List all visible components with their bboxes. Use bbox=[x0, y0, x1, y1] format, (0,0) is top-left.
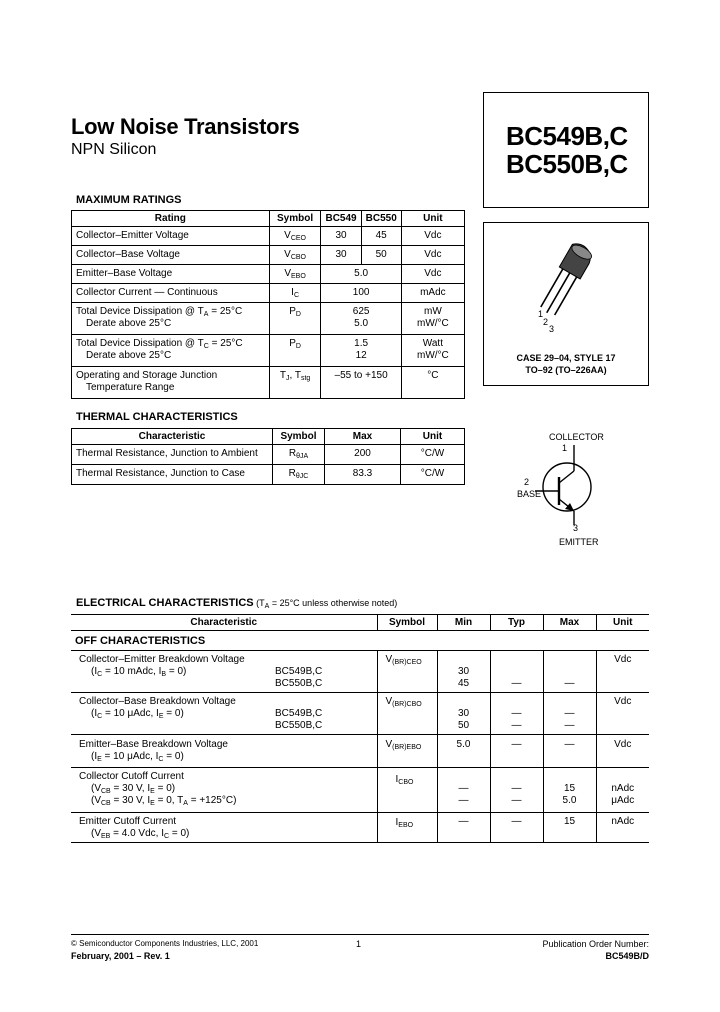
footer-rule bbox=[71, 934, 649, 935]
package-box bbox=[483, 222, 649, 386]
table-header-row: Characteristic Symbol Max Unit bbox=[72, 429, 465, 445]
table-row: Thermal Resistance, Junction to Ambient $R_{\theta JA}$ 200 °C/W bbox=[72, 445, 465, 465]
table-row: Total Device Dissipation @ $T_C = 25^\circ C$ Derate above 25°C $P_D$ 1.5 12 Watt mW/°C bbox=[72, 335, 465, 367]
thermal-label: THERMAL CHARACTERISTICS bbox=[76, 411, 238, 423]
footer-copyright: © Semiconductor Components Industries, LLC, 2001 bbox=[71, 939, 259, 948]
table-row: Thermal Resistance, Junction to Case $R_{\theta JC}$ 83.3 °C/W bbox=[72, 465, 465, 485]
footer-page-number: 1 bbox=[356, 939, 362, 949]
table-header-row bbox=[72, 211, 465, 227]
pin-collector: 1 bbox=[562, 443, 568, 453]
pin-base: 2 bbox=[524, 477, 530, 487]
part-number-box bbox=[483, 92, 649, 208]
col-rating: Rating bbox=[72, 211, 270, 227]
part-number-1: BC549B,C bbox=[506, 121, 628, 151]
col-symbol: Symbol bbox=[269, 211, 321, 227]
footer-pub-label: Publication Order Number: bbox=[542, 939, 649, 949]
to92-package-icon bbox=[484, 223, 648, 343]
pin-label-3: 3 bbox=[549, 324, 555, 334]
table-row: Emitter–Base Breakdown Voltage ($I_E = 10$ μAdc, $I_C = 0$) $V_{(BR)EBO}$ 5.0 — — Vdc bbox=[71, 735, 649, 768]
case-line-2: TO–92 (TO–226AA) bbox=[525, 365, 607, 375]
table-row: Total Device Dissipation @ $T_A = 25^\circ C$ Derate above 25°C $P_D$ 625 5.0 mW mW/°C bbox=[72, 303, 465, 335]
col-bc549: BC549 bbox=[321, 211, 361, 227]
table-row: Operating and Storage Junction Temperature Range $T_J$, $T_{stg}$ –55 to +150 °C bbox=[72, 367, 465, 399]
emitter-label: EMITTER bbox=[559, 537, 599, 547]
table-row: Collector–Emitter Voltage $V_{CEO}$ 30 45 Vdc bbox=[72, 227, 465, 246]
page-title: Low Noise Transistors bbox=[71, 114, 300, 139]
part-number-2: BC550B,C bbox=[506, 149, 628, 179]
table-header-row: Characteristic Symbol Min Typ Max Unit bbox=[71, 615, 649, 631]
table-row: Emitter Cutoff Current ($V_{EB} = 4.0$ Vdc, $I_C = 0$) $I_{EBO}$ — — 15 nAdc bbox=[71, 813, 649, 843]
col-unit: Unit bbox=[401, 211, 464, 227]
case-line-1: CASE 29–04, STYLE 17 bbox=[516, 353, 616, 363]
off-characteristics-row: OFF CHARACTERISTICS bbox=[71, 631, 649, 651]
table-row: Collector Current — Continuous $I_C$ 100 mAdc bbox=[72, 284, 465, 303]
pin-label-2: 2 bbox=[543, 317, 549, 327]
pin-label-1: 1 bbox=[538, 309, 544, 319]
collector-label: COLLECTOR bbox=[549, 432, 604, 442]
table-row: Collector–Base Voltage $V_{CBO}$ 30 50 Vdc bbox=[72, 246, 465, 265]
table-row: Collector–Emitter Breakdown Voltage ($I_C = 10$ mAdc, $I_B = 0$) BC549B,C BC550B,C $V_{(BR)CEO}$ 30 45 — — Vdc bbox=[71, 651, 649, 693]
npn-symbol-icon bbox=[483, 425, 649, 555]
base-label: BASE bbox=[517, 489, 542, 499]
col-bc550: BC550 bbox=[361, 211, 401, 227]
electrical-table bbox=[71, 614, 649, 843]
max-ratings-label: MAXIMUM RATINGS bbox=[76, 194, 182, 206]
table-row: Collector–Base Breakdown Voltage ($I_C = 10$ μAdc, $I_E = 0$) BC549B,C BC550B,C $V_{(BR)CBO}$ 30 50 — — — — Vdc bbox=[71, 693, 649, 735]
table-row: Emitter–Base Voltage $V_{EBO}$ 5.0 Vdc bbox=[72, 265, 465, 284]
footer-pub-number: BC549B/D bbox=[605, 951, 649, 961]
footer-date: February, 2001 – Rev. 1 bbox=[71, 951, 170, 961]
electrical-label: ELECTRICAL CHARACTERISTICS ($T_A = 25^\circ C$ unless otherwise noted) bbox=[76, 597, 398, 610]
page-subtitle: NPN Silicon bbox=[71, 141, 157, 158]
thermal-table bbox=[71, 428, 465, 485]
transistor-schematic bbox=[483, 425, 649, 555]
max-ratings-table bbox=[71, 210, 465, 399]
pin-emitter: 3 bbox=[573, 523, 579, 533]
table-row: Collector Cutoff Current ($V_{CB} = 30$ V, $I_E = 0$) ($V_{CB} = 30$ V, $I_E = 0$, $T_A = +125^\circ C$) $I_{CBO}$ — — — — 15 5.0 nAdc μAdc bbox=[71, 768, 649, 813]
